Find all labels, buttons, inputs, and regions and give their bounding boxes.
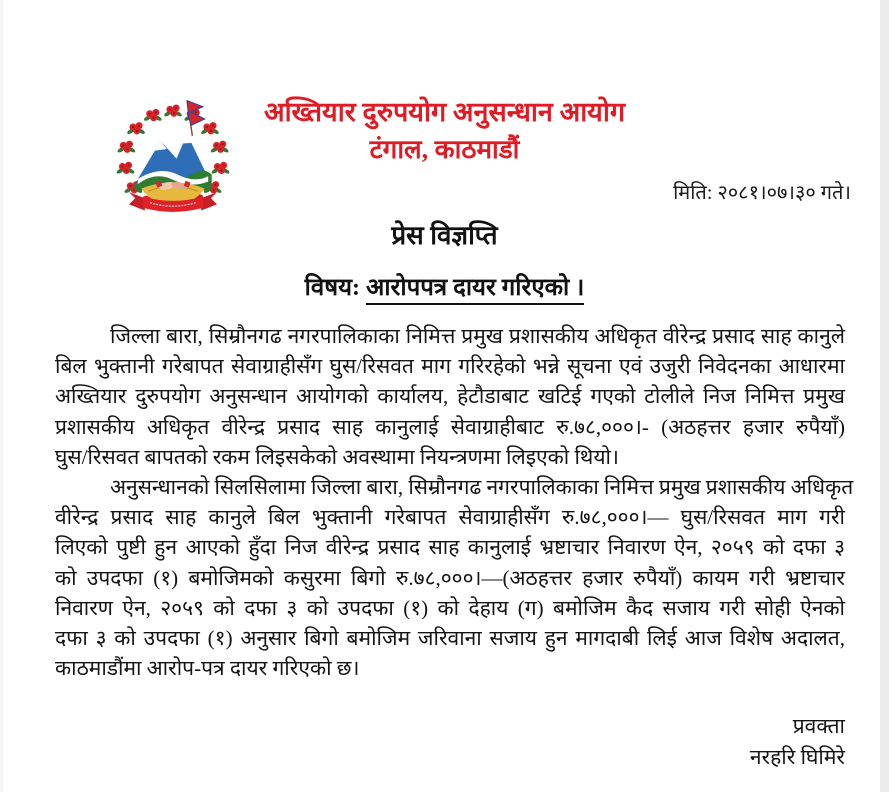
signature-block [0,711,889,773]
press-release-title: प्रेस विज्ञप्ति [391,221,498,250]
signature-name: नरहरि घिमिरे [749,745,845,770]
body-line: वीरेन्द्र प्रसाद साह कानुले बिल भुक्तानी गरेबापत सेवाग्राहीसँग रु.७८,०००।— घुस/रिसवत माग गरी [55,505,845,530]
body-line: अनुसन्धानको सिलसिलामा जिल्ला बारा, सिम्रौनगढ नगरपालिकाका निमित्त प्रमुख प्रशासकीय अधिकृत [110,475,854,500]
body-line: घुस/रिसवत बापतको रकम लिइसकेको अवस्थामा नियन्त्रणमा लिइएको थियो। [55,444,619,469]
signature-role: प्रवक्ता [792,714,845,739]
body-line: बिल भुक्तानी गरेबापत सेवाग्राहीसँग घुस/रिसवत माग गरिरहेको भन्ने सूचना एवं उजुरी निवेदनका आधारमा [55,354,845,379]
page-edge-left [0,0,3,792]
body-line: निवारण ऐन, २०५९ को दफा ३ को उपदफा (१) को देहाय (ग) बमोजिम कैद सजाय गरी सोही ऐनको [55,595,845,620]
body-line: अख्तियार दुरुपयोग अनुसन्धान आयोगको कार्यालय, हेटौडाबाट खटिई गएको टोलीले निज निमित्त प्रमुख [55,384,845,409]
nepal-emblem-logo [110,90,236,222]
body-paragraph-2 [55,472,854,683]
body-line: दफा ३ को उपदफा (१) अनुसार बिगो बमोजिम जरिवाना सजाय हुन मागदाबी लिई आज विशेष अदालत, [55,626,845,651]
body-line: काठमाडौंमा आरोप-पत्र दायर गरिएको छ। [55,656,360,681]
subject-label: विषय: [304,275,361,301]
page-edge-right [880,0,889,792]
org-address: टंगाल, काठमाडौं [369,135,520,164]
body-paragraph-1 [55,321,845,472]
org-name: अख्तियार दुरुपयोग अनुसन्धान आयोग [263,97,626,127]
body-line: को उपदफा (१) बमोजिमको कसुरमा बिगो रु.७८,०००।—(अठहत्तर हजार रुपैयाँ) कायम गरी भ्रष्टाचार [55,565,845,590]
body-line: प्रशासकीय अधिकृत वीरेन्द्र प्रसाद साह कानुलाई सेवाग्राहीबाट रु.७८,०००।- (अठहत्तर हजार रुपैयाँ) [55,414,845,439]
subject-text: आरोपपत्र दायर गरिएको । [366,275,584,305]
body-line: जिल्ला बारा, सिम्रौनगढ नगरपालिकाका निमित्त प्रमुख प्रशासकीय अधिकृत वीरेन्द्र प्रसाद साह कानुले [110,324,845,348]
document-date: मिति: २०८१।०७।३० गते। [673,182,851,204]
body-line: लिएको पुष्टी हुन आएको हुँदा निज वीरेन्द्र प्रसाद साह कानुलाई भ्रष्टाचार निवारण ऐन, २०५९ को दफा ३ [55,535,845,560]
document-body [55,321,854,683]
subject-line [0,273,889,303]
